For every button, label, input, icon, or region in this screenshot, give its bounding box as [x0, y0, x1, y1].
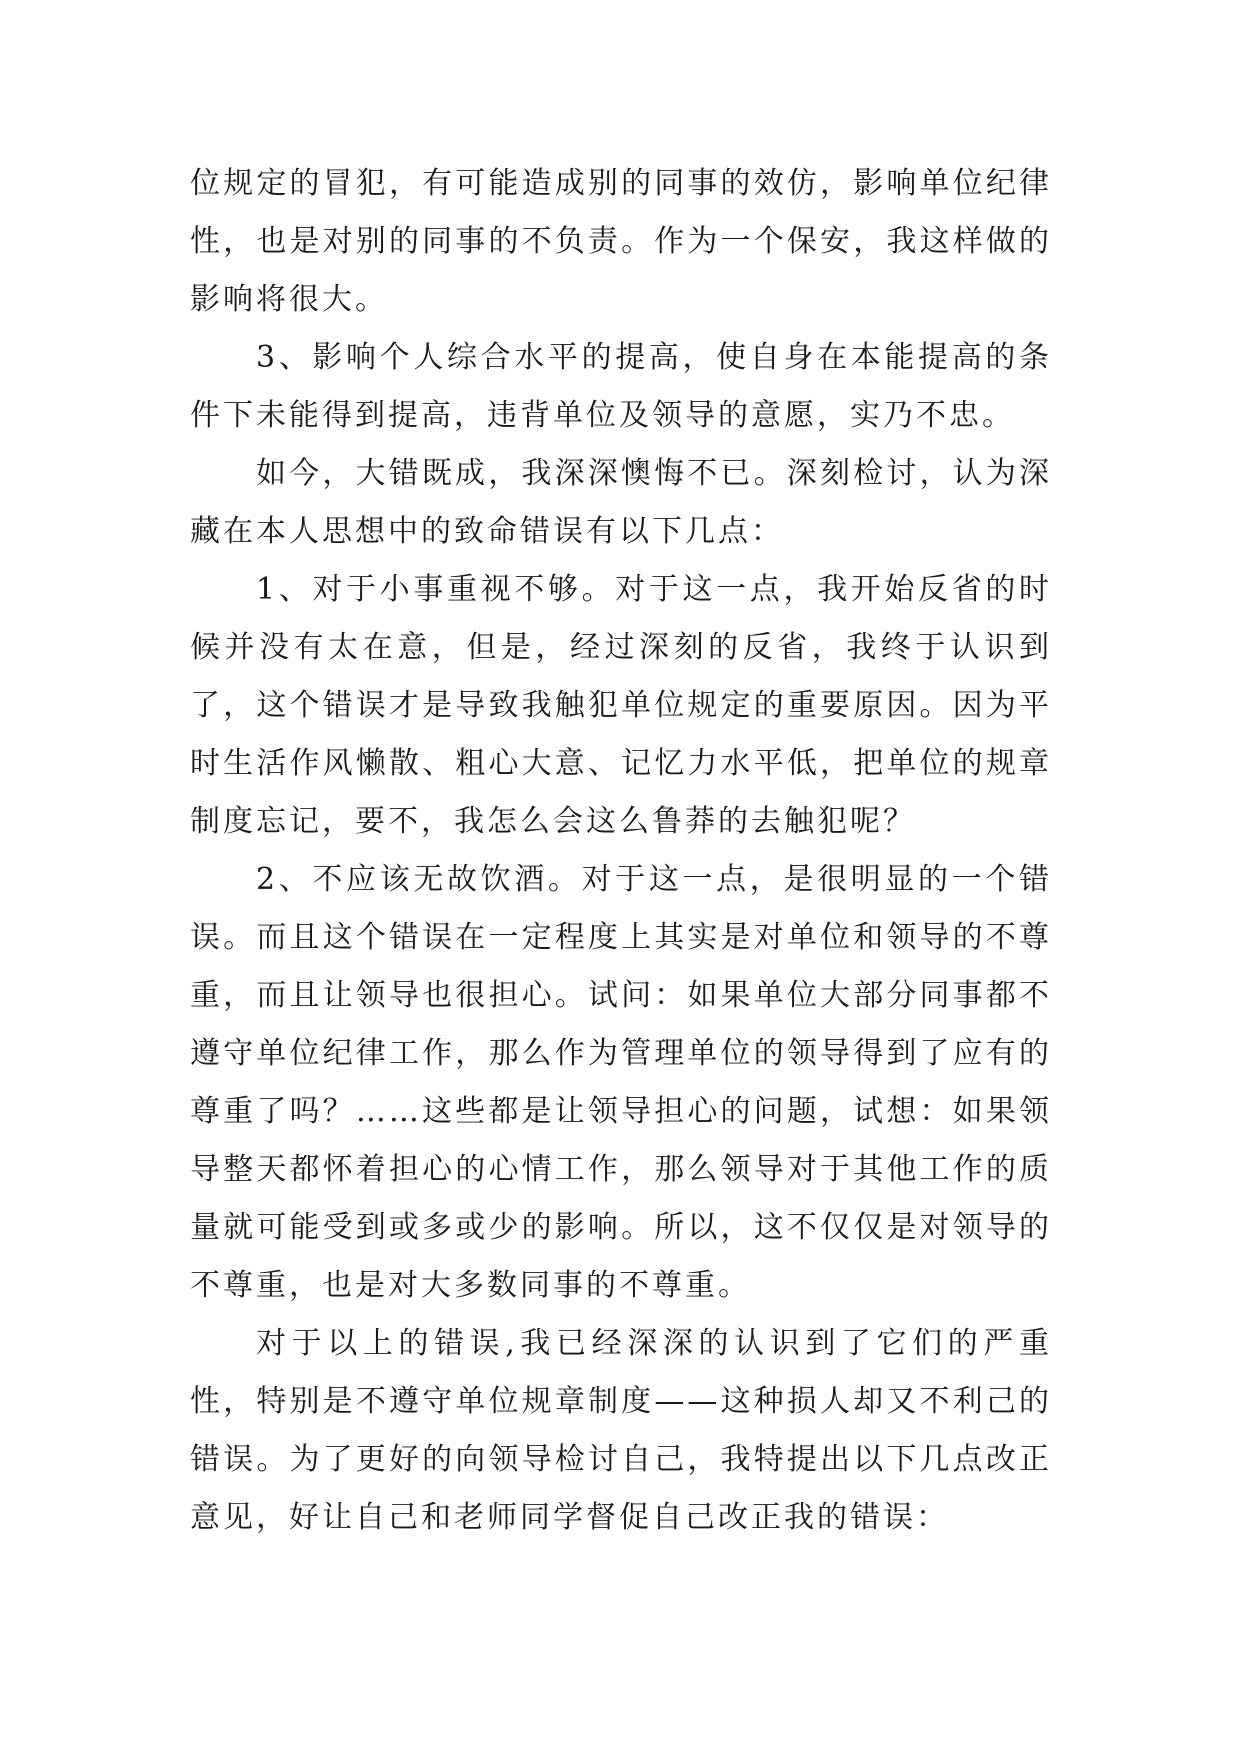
paragraph-error-1: 1、对于小事重视不够。对于这一点，我开始反省的时候并没有太在意，但是，经过深刻的反省，我终于认识到了，这个错误才是导致我触犯单位规定的重要原因。因为平时生活作风懒散、粗心大意、记忆力水平低，把单位的规章制度忘记，要不，我怎么会这么鲁莽的去触犯呢？: [190, 572, 1052, 839]
paragraph-continuation: 位规定的冒犯，有可能造成别的同事的效仿，影响单位纪律性，也是对别的同事的不负责。作为一个保安，我这样做的影响将很大。: [190, 166, 1052, 317]
paragraph-point-3: 3、影响个人综合水平的提高，使自身在本能提高的条件下未能得到提高，违背单位及领导的意愿，实乃不忠。: [190, 340, 1052, 433]
paragraph-error-2: 2、不应该无故饮酒。对于这一点，是很明显的一个错误。而且这个错误在一定程度上其实是对单位和领导的不尊重，而且让领导也很担心。试问：如果单位大部分同事都不遵守单位纪律工作，那么作为管理单位的领导得到了应有的尊重了吗？……这些都是让领导担心的问题，试想：如果领导整天都怀着担心的心情工作，那么领导对于其他工作的质量就可能受到或多或少的影响。所以，这不仅仅是对领导的不尊重，也是对大多数同事的不尊重。: [190, 862, 1052, 1303]
paragraph-reflection: 如今，大错既成，我深深懊悔不已。深刻检讨，认为深藏在本人思想中的致命错误有以下几点：: [190, 456, 1052, 549]
document-body: [190, 155, 1052, 1547]
paragraph-conclusion: 对于以上的错误,我已经深深的认识到了它们的严重性，特别是不遵守单位规章制度——这种损人却又不利己的错误。为了更好的向领导检讨自己，我特提出以下几点改正意见，好让自己和老师同学督促自己改正我的错误：: [190, 1326, 1052, 1535]
